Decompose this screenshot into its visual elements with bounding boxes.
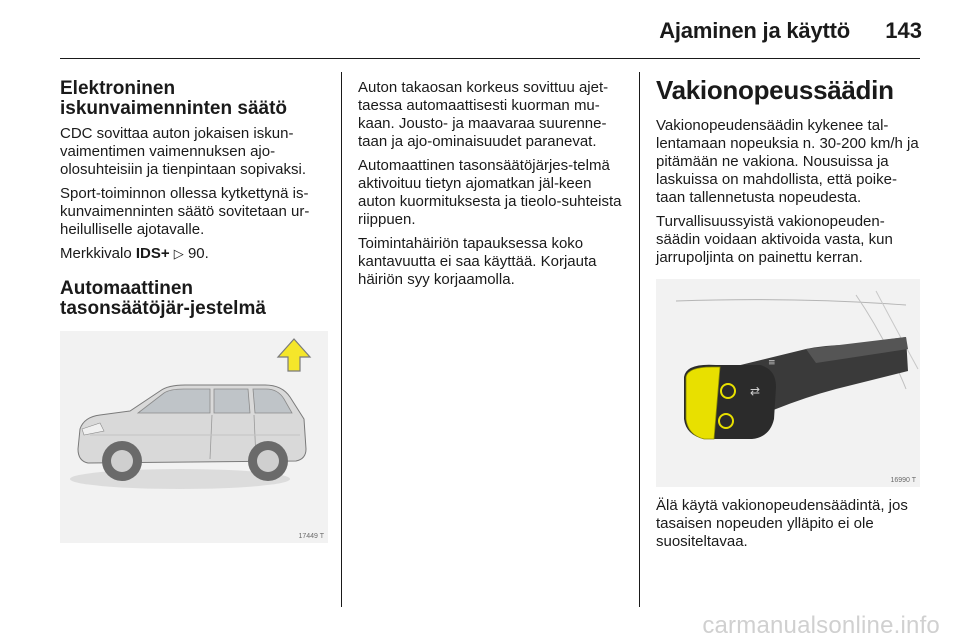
section-heading-cdc: Elektroninen iskunvaimenninten säätö — [60, 78, 288, 119]
paragraph: Turvallisuussyistä vakionopeuden-säädin voidaan aktivoida vasta, kun jarrupoljinta on painettu kerran. — [656, 213, 893, 266]
cruise-lever-illustration — [656, 279, 920, 487]
middle-column — [358, 79, 626, 295]
paragraph: Automaattinen tasonsäätöjärjes-telmä aktivoituu tietyn ajomatkan jäl-keen auton kuormituksesta ja tieolo-suhteista riippuen. — [358, 157, 622, 228]
car-level-figure — [60, 331, 328, 543]
paragraph: CDC sovittaa auton jokaisen iskun-vaimentimen vaimennuksen ajo-olosuhteisiin ja tienpintaan sopivaksi. — [60, 125, 306, 178]
svg-text:⇄: ⇄ — [750, 384, 761, 398]
left-column — [60, 79, 330, 543]
column-divider-2 — [639, 72, 640, 607]
reference-arrow-icon: ▷ — [173, 246, 184, 261]
figure-code: 17449 T — [298, 533, 324, 540]
paragraph: Älä käytä vakionopeudensäädintä, jos tasaisen nopeuden ylläpito ei ole suositeltavaa. — [656, 497, 908, 550]
ids-label: IDS+ — [135, 245, 170, 262]
level-up-arrow — [278, 339, 310, 371]
figure-code: 16990 T — [890, 477, 916, 484]
cruise-control-lever-figure — [656, 279, 920, 487]
right-column — [656, 75, 922, 557]
svg-text:≡: ≡ — [768, 358, 776, 368]
paragraph: Auton takaosan korkeus sovittuu ajet-taessa automaattisesti kuorman mu-kaan. Jousto- ja maavaraa suurenne-taan ja ajo-ominaisuudet paranevat. — [358, 79, 609, 150]
section-heading-level-control: Automaattinen tasonsäätöjär-jestelmä — [60, 278, 266, 319]
watermark: carmanualsonline.info — [702, 612, 940, 639]
merkkivalo-page: 90. — [183, 245, 209, 262]
section-heading-cruise-control: Vakionopeussäädin — [656, 75, 894, 105]
lever-ring — [686, 367, 720, 439]
header-rule — [60, 58, 920, 59]
paragraph: Vakionopeudensäädin kykenee tal-lentamaan nopeuksia n. 30-200 km/h ja pitämään ne vakiona. Nousuissa ja laskuissa on mahdollista, että poike-taan tallennetusta nopeudesta. — [656, 117, 919, 206]
column-divider-1 — [341, 72, 342, 607]
merkkivalo-line — [60, 245, 330, 263]
car-illustration — [60, 331, 328, 543]
page-header-title: Ajaminen ja käyttö — [659, 18, 850, 43]
paragraph: Sport-toiminnon ollessa kytkettynä is-kunvaimenninten säätö sovitetaan ur-heilulliselle ajotavalle. — [60, 185, 310, 238]
merkkivalo-prefix: Merkkivalo — [60, 245, 136, 262]
page-number: 143 — [885, 18, 922, 43]
paragraph: Toimintahäiriön tapauksessa koko kantavuutta ei saa käyttää. Korjauta häiriön syy korjaamolla. — [358, 235, 597, 288]
